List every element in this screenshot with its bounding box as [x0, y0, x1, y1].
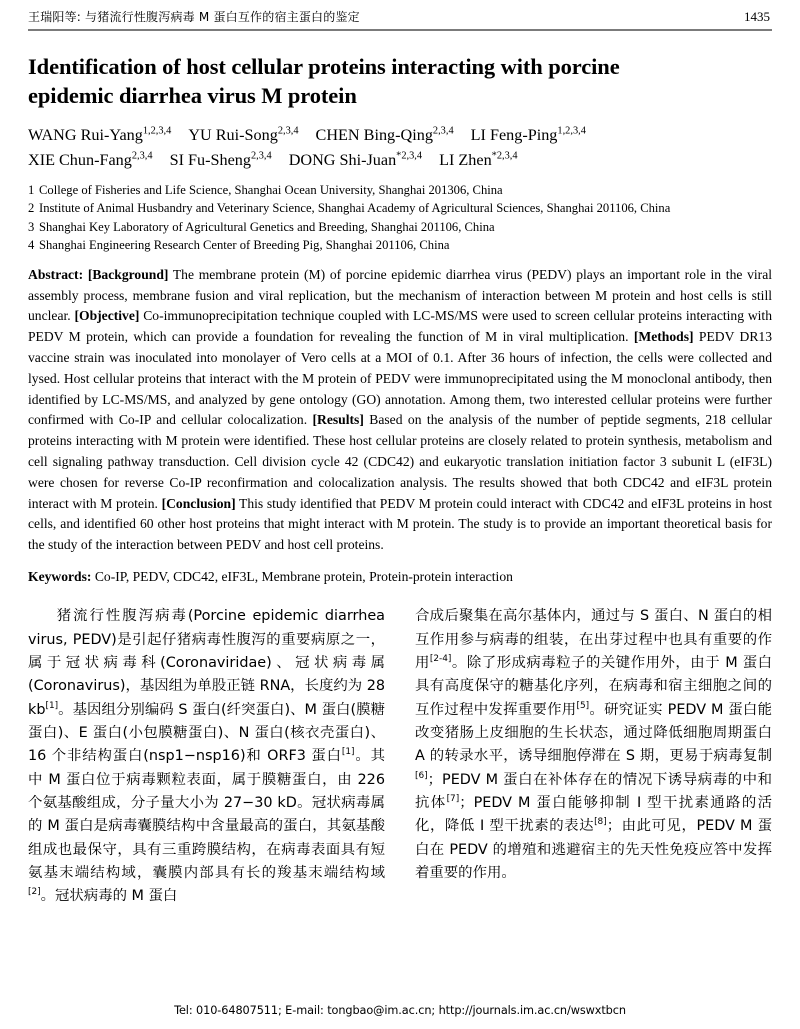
author-affiliation-marker: 1,2,3,4	[142, 125, 172, 137]
affiliation-number: 3	[28, 219, 35, 234]
reference-marker: [5]	[576, 700, 590, 711]
body-text: 。基因组分别编码 S 蛋白(纤突蛋白)、M 蛋白(膜糖蛋白)、E 蛋白(小包膜糖蛋白)、N 蛋白(核衣壳蛋白)、16 个非结构蛋白(nsp1−nsp16)和 ORF3 蛋白	[28, 701, 385, 765]
author-affiliation-marker: 1,2,3,4	[557, 125, 586, 137]
affiliation-number: 1	[28, 183, 35, 198]
abstract-section-label: [Background]	[87, 266, 169, 282]
author-affiliation-marker: *2,3,4	[491, 150, 518, 162]
affiliation-item	[28, 181, 772, 199]
affiliation-number: 4	[28, 237, 35, 252]
keywords	[28, 567, 772, 587]
body-column-right	[415, 605, 772, 908]
body-columns	[28, 605, 772, 908]
body-paragraph	[415, 605, 772, 885]
author-label: XIE Chun-Fang	[28, 150, 132, 169]
keywords-label: Keywords:	[28, 569, 92, 584]
abstract-section-label: [Conclusion]	[161, 495, 236, 511]
body-text: ；PEDV M 蛋白能够抑制 I 型干扰素通路的活化，降低 I 型干扰素的表达	[415, 795, 772, 835]
author-name	[439, 151, 518, 169]
affiliation-list	[28, 181, 772, 254]
body-text: 猪流行性腹泻病毒(Porcine epidemic diarrhea virus, PEDV)是引起仔猪病毒性腹泻的重要病原之一，属于冠状病毒科(Coronaviridae)、冠状病毒属(Coronavirus)，基因组为单股正链 RNA，长度约为 28 kb	[28, 608, 386, 718]
author-label: WANG Rui-Yang	[28, 126, 143, 145]
author-name	[170, 151, 272, 169]
body-paragraph	[28, 605, 385, 908]
reference-marker: [1]	[45, 700, 59, 711]
author-label: YU Rui-Song	[188, 126, 278, 145]
affiliation-text: College of Fisheries and Life Science, Shanghai Ocean University, Shanghai 201306, China	[39, 183, 503, 198]
author-name	[188, 126, 298, 144]
title-line-1: Identification of host cellular proteins interacting with porcine	[28, 53, 620, 79]
author-name	[28, 151, 153, 169]
author-affiliation-marker: 2,3,4	[432, 125, 454, 137]
reference-marker: [2]	[28, 887, 41, 898]
abstract-section-text: Co-immunoprecipitation technique coupled with LC-MS/MS were used to screen cellular proteins interacting with PEDV M protein, which can provide a foundation for revealing the function of M in viral multiplication.	[28, 308, 773, 345]
page-number: 1435	[744, 9, 770, 24]
abstract	[28, 265, 772, 556]
abstract-section-text: The membrane protein (M) of porcine epidemic diarrhea virus (PEDV) plays an important role in the viral assembly process, membrane fusion and viral replication, but the mechanism of interaction between M protein and host cells is still unclear.	[28, 266, 773, 324]
keywords-text: Co-IP, PEDV, CDC42, eIF3L, Membrane protein, Protein-protein interaction	[94, 569, 513, 584]
affiliation-item	[28, 218, 772, 236]
author-affiliation-marker: 2,3,4	[277, 125, 299, 137]
page-title	[28, 52, 772, 111]
author-name	[289, 151, 422, 169]
title-line-2: epidemic diarrhea virus M protein	[28, 82, 357, 108]
body-text: 。除了形成病毒粒子的关键作用外，由于 M 蛋白具有高度保守的糖基化序列，在病毒和宿主细胞之间的互作过程中发挥重要作用	[415, 655, 772, 718]
author-label: SI Fu-Sheng	[169, 150, 251, 169]
body-text: 。其中 M 蛋白位于病毒颗粒表面，属于膜糖蛋白，由 226 个氨基酸组成，分子量大小为 27−30 kD。冠状病毒属的 M 蛋白是病毒囊膜结构中含量最高的蛋白，其氨基酸组成也最保守，具有三重跨膜结构，在病毒表面具有短氨基末端结构域，囊膜内部具有长的羧基末端结构域	[28, 748, 385, 881]
abstract-section-label: [Methods]	[633, 329, 694, 345]
author-affiliation-marker: 2,3,4	[131, 150, 153, 162]
page-footer: Tel: 010-64807511; E-mail: tongbao@im.ac.cn; http://journals.im.ac.cn/wswxtbcn	[174, 1004, 626, 1017]
reference-marker: [8]	[594, 817, 607, 828]
abstract-section-label: [Results]	[312, 412, 364, 428]
body-text: ；PEDV M 蛋白在补体存在的情况下诱导病毒的中和抗体	[415, 771, 772, 812]
author-name	[471, 126, 586, 144]
abstract-section-text: This study identified that PEDV M protein could interact with CDC42 and eIF3L proteins in host cells, and identified 60 other host proteins that might interact with M protein. The study is to provide an important theoretical basis for the study of the interaction between PEDV and host cell proteins.	[28, 495, 772, 553]
affiliation-text: Institute of Animal Husbandry and Veterinary Science, Shanghai Academy of Agricultural Sciences, Shanghai 201106, China	[39, 201, 671, 216]
affiliation-item	[28, 199, 772, 217]
author-name	[316, 126, 454, 144]
reference-marker: [7]	[446, 794, 460, 805]
affiliation-number: 2	[28, 201, 35, 216]
body-text: 。冠状病毒的 M 蛋白	[40, 888, 178, 905]
body-text: ；由此可见，PEDV M 蛋白在 PEDV 的增殖和逃避宿主的先天性免疫应答中发挥着重要的作用。	[415, 818, 772, 881]
author-list	[28, 123, 772, 172]
abstract-section-label: [Objective]	[74, 308, 140, 324]
affiliation-text: Shanghai Key Laboratory of Agricultural Genetics and Breeding, Shanghai 201106, China	[39, 219, 495, 234]
body-text: 。研究证实 PEDV M 蛋白能改变猪肠上皮细胞的生长状态，通过降低细胞周期蛋白 A 的转录水平，诱导细胞停滞在 S 期，更易于病毒复制	[415, 701, 772, 765]
affiliation-item	[28, 236, 772, 254]
author-name	[28, 126, 171, 144]
author-label: DONG Shi-Juan	[288, 150, 397, 169]
running-title: 王瑞阳等: 与猪流行性腹泻病毒 M 蛋白互作的宿主蛋白的鉴定	[28, 10, 360, 24]
body-text: 合成后聚集在高尔基体内，通过与 S 蛋白、N 蛋白的相互作用参与病毒的组装，在出芽过程中也具有重要的作用	[415, 608, 772, 672]
abstract-label: Abstract:	[28, 266, 88, 282]
affiliation-text: Shanghai Engineering Research Center of Breeding Pig, Shanghai 201106, China	[39, 237, 450, 252]
body-column-left	[28, 605, 385, 908]
abstract-section-text: Based on the analysis of the number of peptide segments, 218 cellular proteins interacting with M protein were identified. These host cellular proteins are closely related to protein synthesis, metabolism and cell signaling pathway transduction. Cell division cycle 42 (CDC42) and eukaryotic translation initiation factor 3 subunit L (eIF3L) were chosen for reverse Co-IP reconfirmation and colocalization analysis. The results showed that both CDC42 and eIF3L protein interact with M protein.	[28, 412, 772, 511]
abstract-section-text: PEDV DR13 vaccine strain was inoculated into monolayer of Vero cells at a MOI of 0.1. After 36 hours of infection, the cells were collected and lysed. Host cellular proteins that interact with the M protein of PEDV were immunoprecipitated using the M monoclonal antibody, then identified by LC-MS/MS, and analyzed by gene ontology (GO) annotation. Among them, two interested cellular proteins were further confirmed with Co-IP and cellular colocalization.	[28, 329, 772, 428]
author-label: LI Feng-Ping	[470, 126, 558, 145]
reference-marker: [1]	[341, 747, 355, 758]
author-affiliation-marker: *2,3,4	[396, 150, 423, 162]
running-header	[28, 0, 772, 25]
author-label: CHEN Bing-Qing	[315, 126, 433, 145]
header-divider	[28, 29, 772, 31]
reference-marker: [6]	[415, 770, 428, 781]
author-affiliation-marker: 2,3,4	[250, 150, 272, 162]
author-label: LI Zhen	[439, 150, 492, 169]
reference-marker: [2-4]	[429, 654, 452, 665]
